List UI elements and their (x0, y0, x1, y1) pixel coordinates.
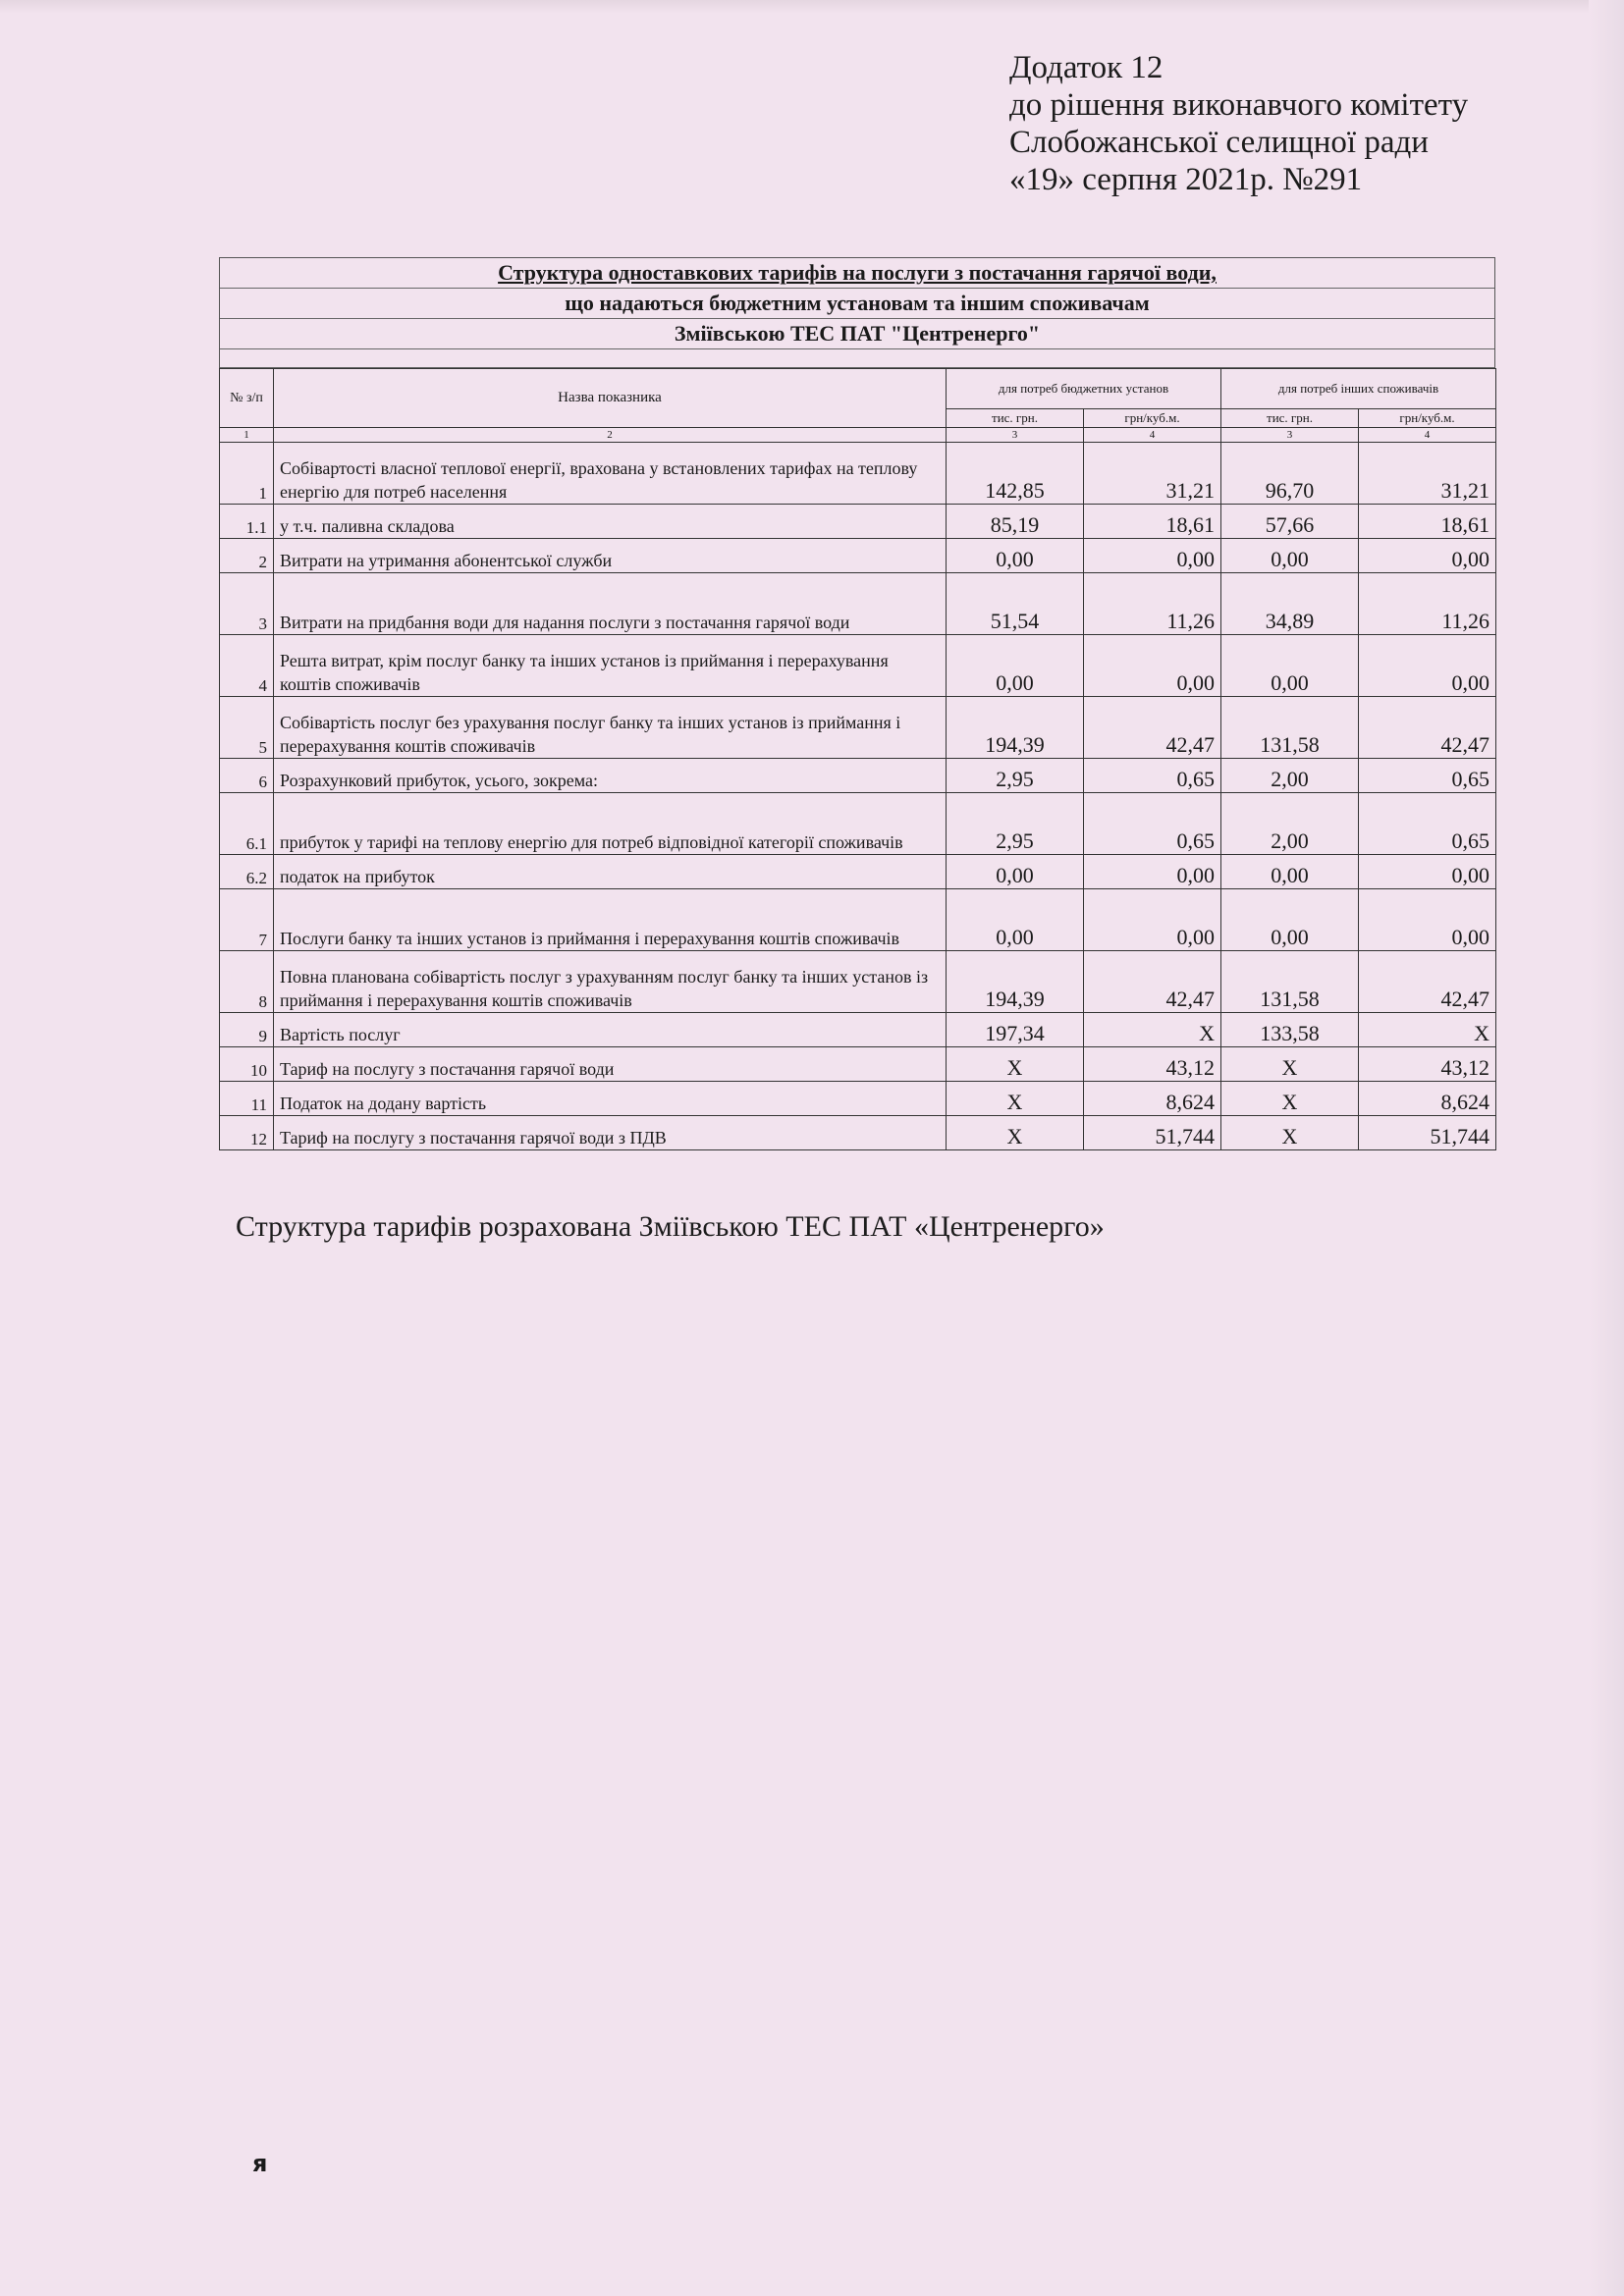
value-budget-total: 194,39 (947, 951, 1084, 1013)
value-budget-per-m3: 42,47 (1084, 951, 1221, 1013)
row-number: 4 (220, 635, 274, 697)
row-name: Тариф на послугу з постачання гарячої води з ПДВ (274, 1116, 947, 1150)
column-header-no: № з/п (220, 369, 274, 428)
value-other-total: 131,58 (1221, 951, 1359, 1013)
value-other-per-m3: 18,61 (1359, 505, 1496, 539)
unit-header: грн/куб.м. (1084, 409, 1221, 428)
row-number: 2 (220, 539, 274, 573)
row-name: прибуток у тарифі на теплову енергію для потреб відповідної категорії споживачів (274, 793, 947, 855)
value-other-total: 2,00 (1221, 759, 1359, 793)
value-other-total: Х (1221, 1082, 1359, 1116)
value-budget-total: 51,54 (947, 573, 1084, 635)
value-other-total: 2,00 (1221, 793, 1359, 855)
value-other-total: 133,58 (1221, 1013, 1359, 1047)
value-other-total: 34,89 (1221, 573, 1359, 635)
value-budget-total: Х (947, 1047, 1084, 1082)
value-other-per-m3: 51,744 (1359, 1116, 1496, 1150)
table-title-line: Структура одноставкових тарифів на послуги з постачання гарячої води, (498, 260, 1217, 285)
table-row (220, 505, 1496, 539)
value-other-total: 0,00 (1221, 855, 1359, 889)
row-name: Тариф на послугу з постачання гарячої води (274, 1047, 947, 1082)
table-row (220, 635, 1496, 697)
row-name: Решта витрат, крім послуг банку та інших установ із приймання і перерахування коштів споживачів (274, 635, 947, 697)
row-number: 12 (220, 1116, 274, 1150)
value-other-total: Х (1221, 1116, 1359, 1150)
table-row (220, 793, 1496, 855)
value-budget-total: Х (947, 1116, 1084, 1150)
unit-header: грн/куб.м. (1359, 409, 1496, 428)
value-budget-total: 2,95 (947, 759, 1084, 793)
value-budget-per-m3: 51,744 (1084, 1116, 1221, 1150)
row-name: Витрати на придбання води для надання послуги з постачання гарячої води (274, 573, 947, 635)
index-cell: 3 (947, 428, 1084, 443)
value-budget-total: 194,39 (947, 697, 1084, 759)
value-budget-total: 142,85 (947, 443, 1084, 505)
value-other-total: 0,00 (1221, 635, 1359, 697)
value-budget-total: 197,34 (947, 1013, 1084, 1047)
table-row (220, 1047, 1496, 1082)
table-row (220, 539, 1496, 573)
value-other-total: 57,66 (1221, 505, 1359, 539)
value-budget-per-m3: 18,61 (1084, 505, 1221, 539)
row-name: Вартість послуг (274, 1013, 947, 1047)
value-other-per-m3: 0,00 (1359, 635, 1496, 697)
appendix-header (1009, 49, 1468, 198)
index-cell: 4 (1359, 428, 1496, 443)
group-header-budget: для потреб бюджетних установ (947, 369, 1221, 409)
appendix-line: «19» серпня 2021р. №291 (1009, 162, 1363, 197)
value-budget-per-m3: 0,00 (1084, 539, 1221, 573)
row-number: 6.2 (220, 855, 274, 889)
value-other-total: Х (1221, 1047, 1359, 1082)
value-other-per-m3: 43,12 (1359, 1047, 1496, 1082)
row-number: 6.1 (220, 793, 274, 855)
row-name: Собівартість послуг без урахування послуг банку та інших установ із приймання і перерахування коштів споживачів (274, 697, 947, 759)
value-other-per-m3: Х (1359, 1013, 1496, 1047)
index-cell: 3 (1221, 428, 1359, 443)
value-other-total: 0,00 (1221, 889, 1359, 951)
row-name: Розрахунковий прибуток, усього, зокрема: (274, 759, 947, 793)
row-name: податок на прибуток (274, 855, 947, 889)
tariff-table-block (219, 257, 1495, 1150)
row-name: Повна планована собівартість послуг з урахуванням послуг банку та інших установ із приймання і перерахування коштів споживачів (274, 951, 947, 1013)
appendix-line: Слобожанської селищної ради (1009, 125, 1429, 160)
value-budget-per-m3: 0,65 (1084, 793, 1221, 855)
table-row (220, 443, 1496, 505)
value-other-total: 131,58 (1221, 697, 1359, 759)
table-row (220, 951, 1496, 1013)
index-cell: 4 (1084, 428, 1221, 443)
table-title-line: що надаються бюджетним установам та іншим споживачам (220, 289, 1494, 319)
table-title-spacer (220, 349, 1494, 368)
row-number: 1 (220, 443, 274, 505)
value-budget-total: 0,00 (947, 635, 1084, 697)
value-budget-total: Х (947, 1082, 1084, 1116)
value-budget-total: 2,95 (947, 793, 1084, 855)
table-row (220, 759, 1496, 793)
row-name: Податок на додану вартість (274, 1082, 947, 1116)
corner-mark: я (252, 2150, 268, 2177)
row-number: 9 (220, 1013, 274, 1047)
table-row (220, 573, 1496, 635)
row-number: 5 (220, 697, 274, 759)
value-budget-per-m3: 31,21 (1084, 443, 1221, 505)
value-budget-per-m3: 0,65 (1084, 759, 1221, 793)
value-budget-per-m3: Х (1084, 1013, 1221, 1047)
value-budget-total: 0,00 (947, 855, 1084, 889)
value-budget-per-m3: 42,47 (1084, 697, 1221, 759)
table-row (220, 855, 1496, 889)
value-budget-per-m3: 0,00 (1084, 855, 1221, 889)
table-row (220, 1082, 1496, 1116)
index-cell: 2 (274, 428, 947, 443)
index-cell: 1 (220, 428, 274, 443)
row-number: 11 (220, 1082, 274, 1116)
column-header-name: Назва показника (274, 369, 947, 428)
row-name: Послуги банку та інших установ із приймання і перерахування коштів споживачів (274, 889, 947, 951)
scan-edge (0, 0, 1624, 14)
value-other-per-m3: 0,65 (1359, 793, 1496, 855)
value-other-total: 0,00 (1221, 539, 1359, 573)
row-number: 6 (220, 759, 274, 793)
value-other-per-m3: 42,47 (1359, 951, 1496, 1013)
table-row (220, 889, 1496, 951)
value-budget-total: 85,19 (947, 505, 1084, 539)
row-number: 10 (220, 1047, 274, 1082)
value-budget-per-m3: 0,00 (1084, 635, 1221, 697)
value-other-per-m3: 42,47 (1359, 697, 1496, 759)
value-other-per-m3: 0,00 (1359, 539, 1496, 573)
table-row (220, 1013, 1496, 1047)
row-name: Витрати на утримання абонентської служби (274, 539, 947, 573)
value-other-per-m3: 0,00 (1359, 855, 1496, 889)
value-budget-total: 0,00 (947, 889, 1084, 951)
value-budget-per-m3: 0,00 (1084, 889, 1221, 951)
unit-header: тис. грн. (1221, 409, 1359, 428)
group-header-other: для потреб інших споживачів (1221, 369, 1496, 409)
row-number: 7 (220, 889, 274, 951)
value-other-per-m3: 0,00 (1359, 889, 1496, 951)
table-row (220, 697, 1496, 759)
table-row (220, 1116, 1496, 1150)
appendix-line: Додаток 12 (1009, 50, 1164, 85)
row-number: 8 (220, 951, 274, 1013)
unit-header: тис. грн. (947, 409, 1084, 428)
value-other-total: 96,70 (1221, 443, 1359, 505)
tariff-table (219, 368, 1496, 1150)
value-other-per-m3: 8,624 (1359, 1082, 1496, 1116)
row-name: у т.ч. паливна складова (274, 505, 947, 539)
table-title (219, 257, 1495, 368)
value-budget-per-m3: 11,26 (1084, 573, 1221, 635)
value-other-per-m3: 11,26 (1359, 573, 1496, 635)
row-name: Собівартості власної теплової енергії, врахована у встановлених тарифах на теплову енергію для потреб населення (274, 443, 947, 505)
table-title-line: Зміївською ТЕС ПАТ "Центренерго" (220, 319, 1494, 349)
row-number: 3 (220, 573, 274, 635)
row-number: 1.1 (220, 505, 274, 539)
value-budget-total: 0,00 (947, 539, 1084, 573)
footer-note: Структура тарифів розрахована Зміївською ТЕС ПАТ «Центренерго» (236, 1210, 1105, 1243)
scan-edge (1589, 0, 1624, 2296)
value-other-per-m3: 0,65 (1359, 759, 1496, 793)
appendix-line: до рішення виконавчого комітету (1009, 87, 1469, 123)
value-budget-per-m3: 8,624 (1084, 1082, 1221, 1116)
value-other-per-m3: 31,21 (1359, 443, 1496, 505)
value-budget-per-m3: 43,12 (1084, 1047, 1221, 1082)
